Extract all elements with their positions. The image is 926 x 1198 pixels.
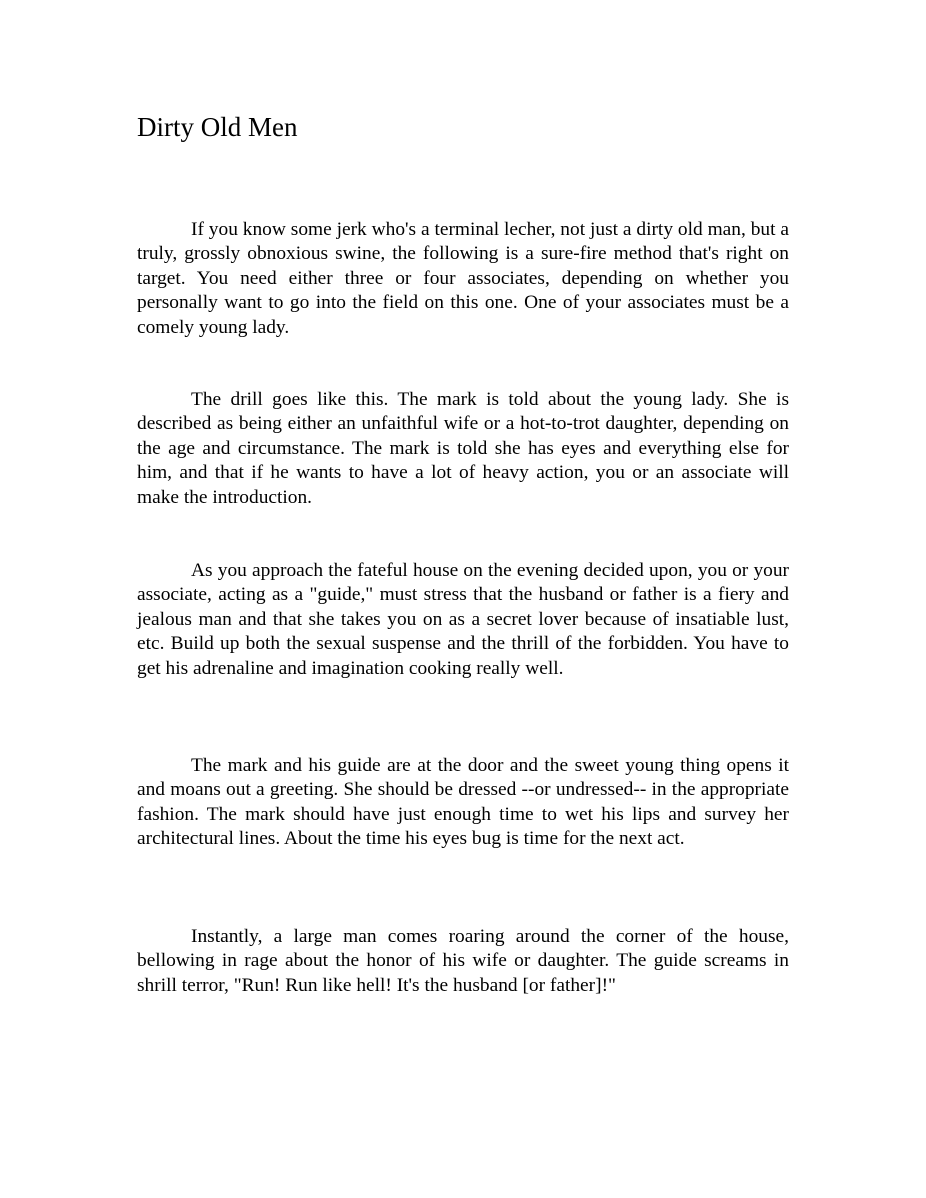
paragraph-2: The drill goes like this. The mark is told about the young lady. She is described as being either an unfaithful wife or a hot-to-trot daughter, depending on the age and circumstance. The mark is told she has eyes and everything else for him, and that if he wants to have a lot of heavy action, you or an associate will make the introduction. [137,389,789,508]
page-title: Dirty Old Men [137,112,298,142]
paragraph-4: The mark and his guide are at the door and the sweet young thing opens it and moans out a greeting. She should be dressed --or undressed-- in the appropriate fashion. The mark should have just enough time to wet his lips and survey her architectural lines. About the time his eyes bug is time for the next act. [137,755,789,850]
paragraph-3: As you approach the fateful house on the evening decided upon, you or your associate, acting as a "guide," must stress that the husband or father is a fiery and jealous man and that she takes you on as a secret lover because of insatiable lust, etc. Build up both the sexual suspense and the thrill of the forbidden. You have to get his adrenaline and imagination cooking really well. [137,560,789,679]
paragraph-5: Instantly, a large man comes roaring around the corner of the house, bellowing in rage about the honor of his wife or daughter. The guide screams in shrill terror, "Run! Run like hell! It's the husband [or father]!" [137,926,789,996]
paragraph-1: If you know some jerk who's a terminal lecher, not just a dirty old man, but a truly, grossly obnoxious swine, the following is a sure-fire method that's right on target. You need either three or four associates, depending on whether you personally want to go into the field on this one. One of your associates must be a comely young lady. [137,219,789,338]
